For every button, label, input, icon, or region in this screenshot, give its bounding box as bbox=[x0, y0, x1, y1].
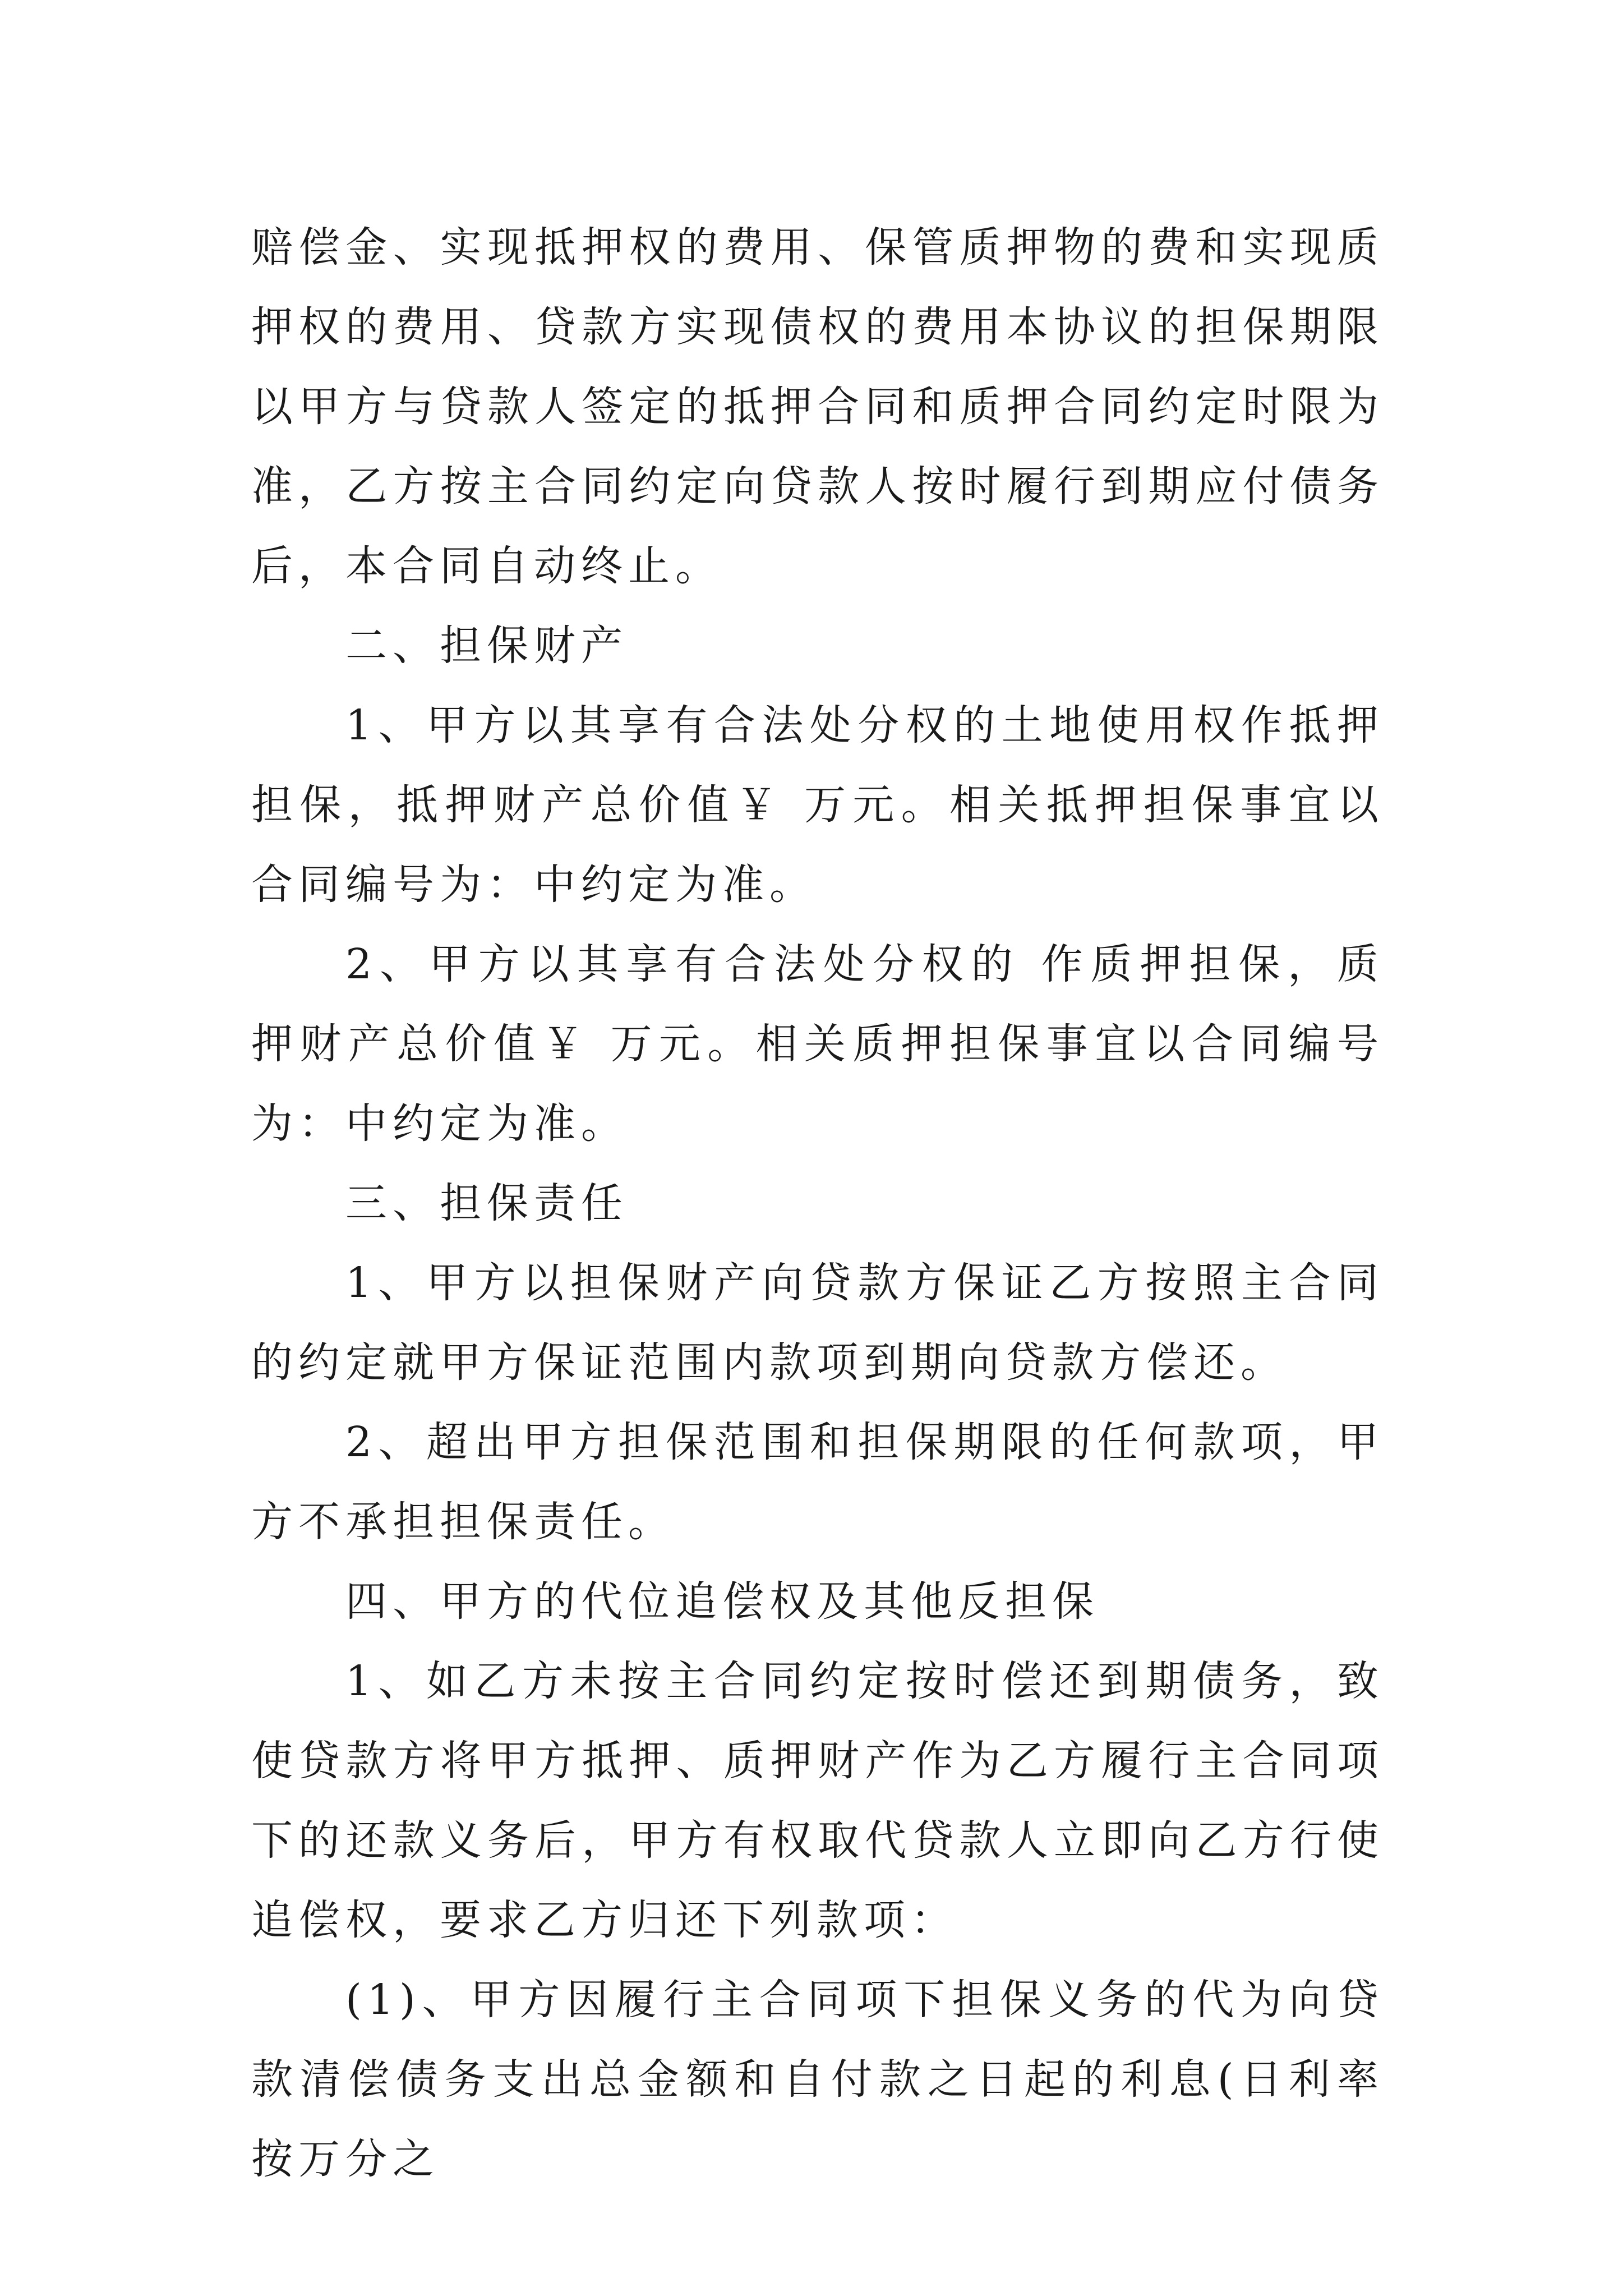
document-body bbox=[251, 208, 1384, 2199]
clause-pledge: 2、甲方以其享有合法处分权的 作质押担保，质押财产总价值￥ 万元。相关质押担保事宜以合同编号为：中约定为准。 bbox=[251, 940, 1384, 1148]
clause-subrogation-item-1: (1)、甲方因履行主合同项下担保义务的代为向贷款清偿债务支出总金额和自付款之日起的利息(日利率按万分之 bbox=[251, 1976, 1384, 2183]
clause-mortgage: 1、甲方以其享有合法处分权的土地使用权作抵押担保，抵押财产总价值￥ 万元。相关抵押担保事宜以合同编号为：中约定为准。 bbox=[251, 701, 1384, 909]
clause-subrogation-1: 1、如乙方未按主合同约定按时偿还到期债务，致使贷款方将甲方抵押、质押财产作为乙方履行主合同项下的还款义务后，甲方有权取代贷款人立即向乙方行使追偿权，要求乙方归还下列款项： bbox=[251, 1657, 1384, 1944]
section-heading-subrogation: 四、甲方的代位追偿权及其他反担保 bbox=[345, 1577, 1099, 1626]
clause-liability-2: 2、超出甲方担保范围和担保期限的任何款项，甲方不承担担保责任。 bbox=[251, 1418, 1384, 1546]
clause-liability-1: 1、甲方以担保财产向贷款方保证乙方按照主合同的约定就甲方保证范围内款项到期向贷款方偿还。 bbox=[251, 1259, 1384, 1387]
paragraph-continuation: 赔偿金、实现抵押权的费用、保管质押物的费和实现质押权的费用、贷款方实现债权的费用本协议的担保期限以甲方与贷款人签定的抵押合同和质押合同约定时限为准，乙方按主合同约定向贷款人按时履行到期应付债务后，本合同自动终止。 bbox=[251, 223, 1384, 590]
section-heading-guarantee-liability: 三、担保责任 bbox=[345, 1179, 628, 1227]
section-heading-guarantee-property: 二、担保财产 bbox=[345, 622, 628, 670]
